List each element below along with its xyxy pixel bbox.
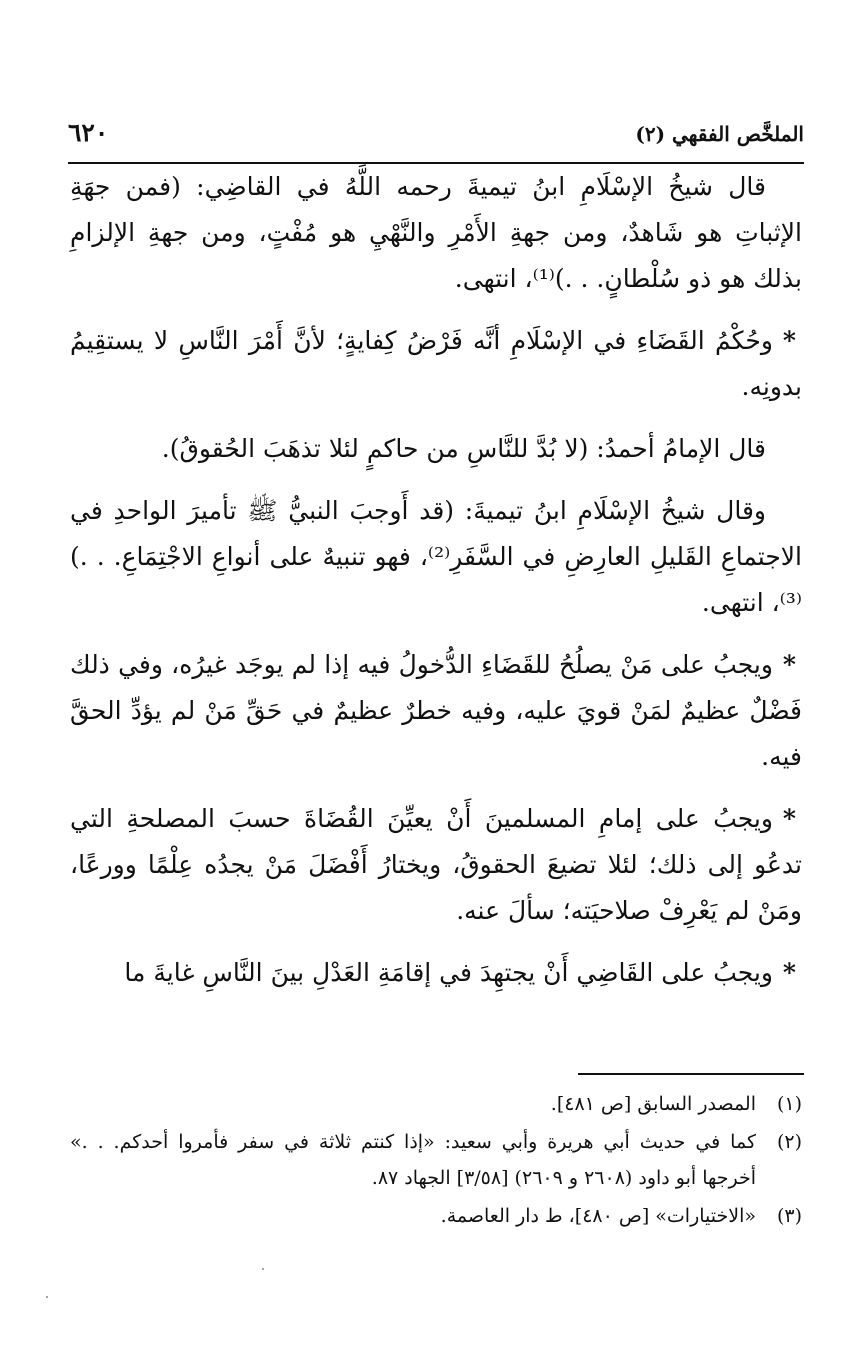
paragraph (70, 426, 802, 472)
paragraph (70, 642, 802, 780)
paragraph (70, 164, 802, 302)
footnote-number: (٣) (776, 1205, 802, 1227)
paragraph-text: وحُكْمُ القَضَاءِ في الإسْلَامِ أنَّه فَرْضُ كِفايةٍ؛ لأنَّ أَمْرَ النَّاسِ لا يستقِيمُ بدونِه. (70, 326, 802, 401)
footnote-text: المصدر السابق [ص ٤٨١]. (550, 1093, 756, 1115)
scan-speck (262, 1268, 264, 1270)
footnote-number: (١) (776, 1093, 802, 1115)
footnote-number: (٢) (776, 1131, 802, 1153)
running-title: الملخَّص الفقهي (٢) (635, 122, 804, 146)
footnote-separator (578, 1073, 804, 1075)
footnote-text: كما في حديث أبي هريرة وأبي سعيد: «إذا كنتم ثلاثة في سفر فأمروا أحدكم. . .» أخرجها أبو داود (٢٦٠٨ و ٢٦٠٩) [٣/٥٨] الجهاد ٨٧. (70, 1131, 756, 1189)
paragraph (70, 796, 802, 934)
page-number: ٦٢٠ (68, 118, 109, 147)
paragraph (70, 488, 802, 626)
main-text (70, 164, 802, 1012)
paragraph (70, 318, 802, 410)
asterisk-icon: * (782, 958, 796, 987)
paragraph-text: ويجبُ على إمامِ المسلمينَ أَنْ يعيِّنَ القُضَاةَ حسبَ المصلحةِ التي تدعُو إلى ذلك؛ لئلا تضيعَ الحقوقُ، ويختارُ أَفْضَلَ مَنْ يجدُه عِلْمًا وورعًا، ومَنْ لم يَعْرِفْ صلاحيَته؛ سألَ عنه. (70, 804, 802, 925)
paragraph-text: ويجبُ على القَاضِي أَنْ يجتهِدَ في إقامَةِ العَدْلِ بينَ النَّاسِ غايةَ ما (124, 958, 773, 987)
paragraph-text: وقال شيخُ الإسْلَامِ ابنُ تيميةَ: (قد أَوجبَ النبيُّ ﷺ تأميرَ الواحدِ في الاجتماعِ القَليلِ العارِضِ في السَّفَرِ⁽²⁾، فهو تنبيهٌ على أنواعِ الاجْتِمَاعِ. . .)⁽³⁾، انتهى. (70, 496, 802, 617)
asterisk-icon: * (782, 804, 796, 833)
footnote (70, 1086, 802, 1122)
footnote (70, 1124, 802, 1196)
paragraph-text: قال الإمامُ أحمدُ: (لا بُدَّ للنَّاسِ من حاكمٍ لئلا تذهَبَ الحُقوقُ). (161, 434, 766, 463)
asterisk-icon: * (782, 650, 796, 679)
footnote-text: «الاختيارات» [ص ٤٨٠]، ط دار العاصمة. (440, 1205, 756, 1227)
footnote (70, 1198, 802, 1234)
paragraph-text: ويجبُ على مَنْ يصلُحُ للقَضَاءِ الدُّخولُ فيه إذا لم يوجَد غيرُه، وفي ذلك فَضْلٌ عظيمٌ لمَنْ قويَ عليه، وفيه خطرٌ عظيمٌ في حَقِّ مَنْ لم يؤدِّ الحقَّ فيه. (70, 650, 802, 771)
footnotes (70, 1086, 802, 1236)
paragraph-text: قال شيخُ الإسْلَامِ ابنُ تيميةَ رحمه اللَّهُ في القاضِي: (فمن جهَةِ الإثباتِ هو شَاهدٌ، ومن جهةِ الأَمْرِ والنَّهْيِ هو مُفْتٍ، ومن جهةِ الإلزامِ بذلك هو ذو سُلْطانٍ. . .)⁽¹⁾، انتهى. (70, 172, 802, 293)
scan-speck (46, 1296, 48, 1298)
paragraph (70, 950, 802, 996)
asterisk-icon: * (782, 326, 796, 355)
page-header (68, 118, 804, 158)
